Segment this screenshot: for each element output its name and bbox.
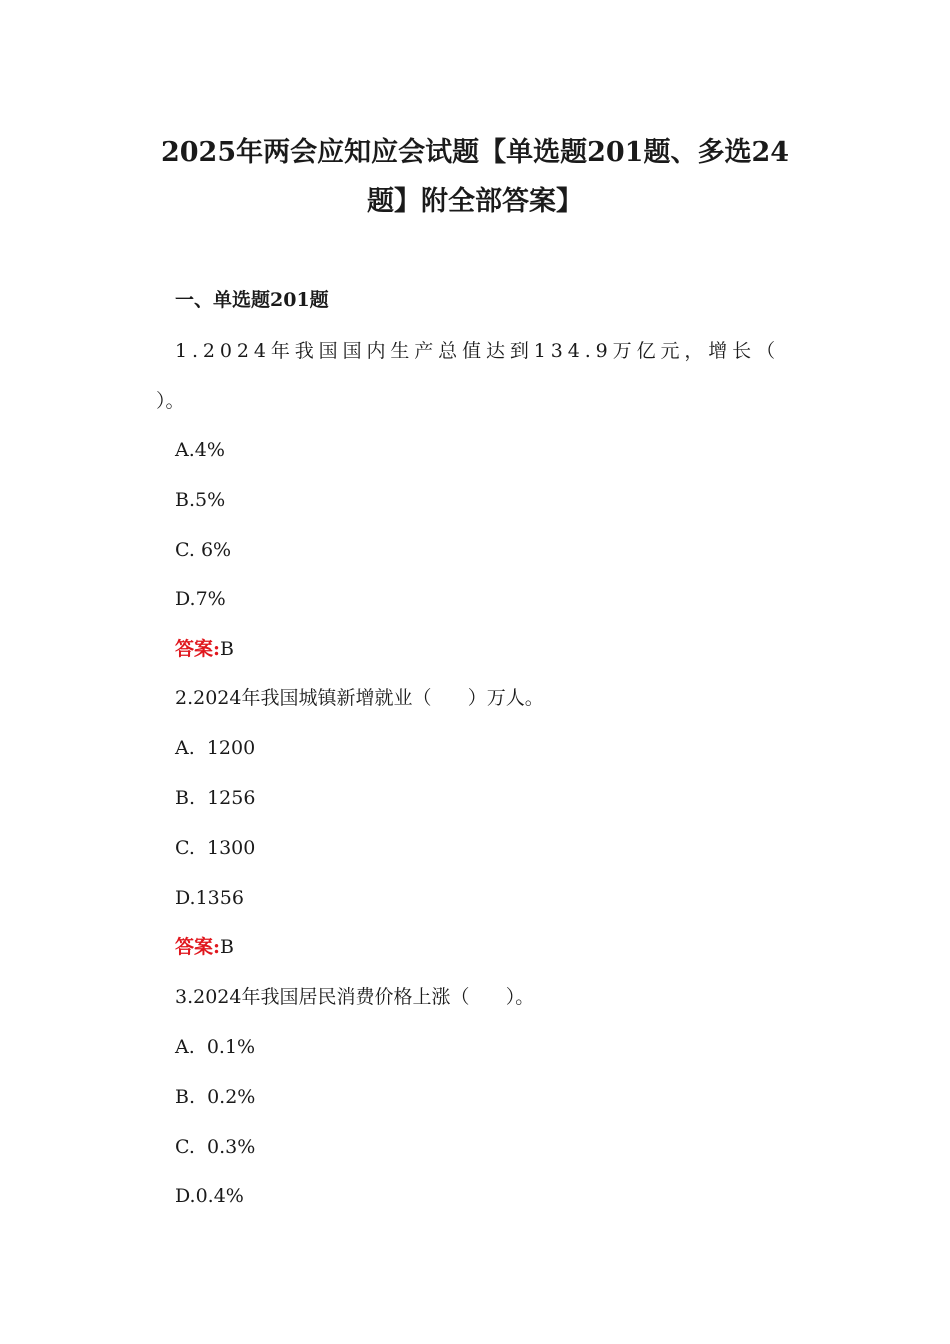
question-1-answer (175, 636, 234, 662)
question-1-option-d: D.7% (175, 588, 226, 610)
question-2-option-b: B. 1256 (175, 787, 256, 809)
question-2-option-a: A. 1200 (175, 737, 256, 759)
answer-value: B (220, 936, 234, 958)
question-1-option-b: B.5% (175, 489, 226, 511)
question-3-option-a: A. 0.1% (175, 1036, 256, 1058)
question-3-option-c: C. 0.3% (175, 1136, 256, 1158)
question-3-option-d: D.0.4% (175, 1185, 244, 1207)
answer-value: B (220, 638, 234, 660)
question-2-option-c: C. 1300 (175, 837, 256, 859)
answer-label: 答案: (175, 638, 221, 660)
question-2-option-d: D.1356 (175, 887, 244, 909)
section-heading: 一、单选题201题 (175, 289, 329, 311)
question-1-stem-continued: ）。 (156, 390, 185, 412)
answer-label: 答案: (175, 936, 221, 958)
question-1-option-c: C. 6% (175, 539, 232, 561)
document-title-line-1: 2025年两会应知应会试题【单选题201题、多选24 (160, 137, 790, 168)
question-3-option-b: B. 0.2% (175, 1086, 256, 1108)
question-1-stem: 1.2024年我国国内生产总值达到134.9万亿元，增长（ (175, 340, 780, 362)
question-2-stem: 2.2024年我国城镇新增就业（ ）万人。 (175, 687, 544, 709)
question-2-answer (175, 934, 234, 960)
question-1-option-a: A.4% (175, 439, 225, 461)
question-3-stem: 3.2024年我国居民消费价格上涨（ ）。 (175, 986, 535, 1008)
document-title-line-2: 题】附全部答案】 (367, 186, 583, 217)
